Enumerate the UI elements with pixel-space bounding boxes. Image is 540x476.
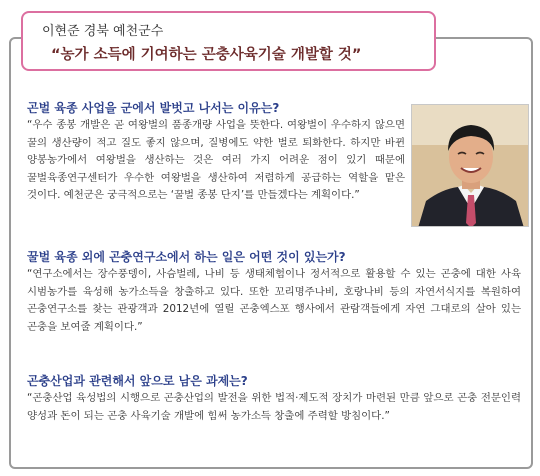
headline-quote: “농가 소득에 기여하는 곤충사육기술 개발할 것”	[51, 47, 362, 63]
question-3: 곤충산업과 관련해서 앞으로 남은 과제는?	[27, 374, 248, 388]
question-1: 곤벌 육종 사업을 군에서 발벗고 나서는 이유는?	[27, 101, 280, 115]
answer-2: “연구소에서는 장수풍뎅이, 사슴벌레, 나비 등 생태체험이나 정서적으로 활용할 수 있는 곤충에 대한 사육 시범농가를 육성해 농가소득을 창출하고 있다. 또한 꼬리명주나비, 호랑나비 등의 자연서식지를 복원하여 곤충연구소를 찾는 관광객과 2012년에 열릴 곤충엑스포 행사에서 관람객들에게 자연 그대로의 살아 있는 곤충을 보여줄 계획이다.”	[27, 268, 521, 333]
answer-1: “우수 종봉 개발은 곧 여왕벌의 품종개량 사업을 뜻한다. 여왕벌이 우수하지 않으면 꿀의 생산량이 적고 질도 좋지 않으며, 질병에도 약한 벌로 퇴화한다. 하지만 바뀐 양봉농가에서 여왕벌을 생산하는 것은 여러 가지 어려운 점이 있기 때문에 꿀벌육종연구센터가 우수한 여왕벌을 생산하여 저렴하게 공급하는 역할을 맡은 것이다. 예천군은 궁극적으로는 ‘꿀벌 종봉 단지’를 만들겠다는 계획이다.”	[27, 119, 405, 202]
portrait-photo-icon	[411, 104, 529, 227]
interviewee-name: 이현준 경북 예천군수	[42, 24, 164, 39]
answer-3: “곤충산업 육성법의 시행으로 곤충산업의 발전을 위한 법적·제도적 장치가 마련된 만큼 앞으로 곤충 전문인력 양성과 돈이 되는 곤충 사육기술 개발에 힘써 농가소득 창출에 주력할 방침이다.”	[27, 392, 521, 422]
question-2: 꿀벌 육종 외에 곤충연구소에서 하는 일은 어떤 것이 있는가?	[27, 250, 346, 264]
title-box	[21, 11, 436, 71]
